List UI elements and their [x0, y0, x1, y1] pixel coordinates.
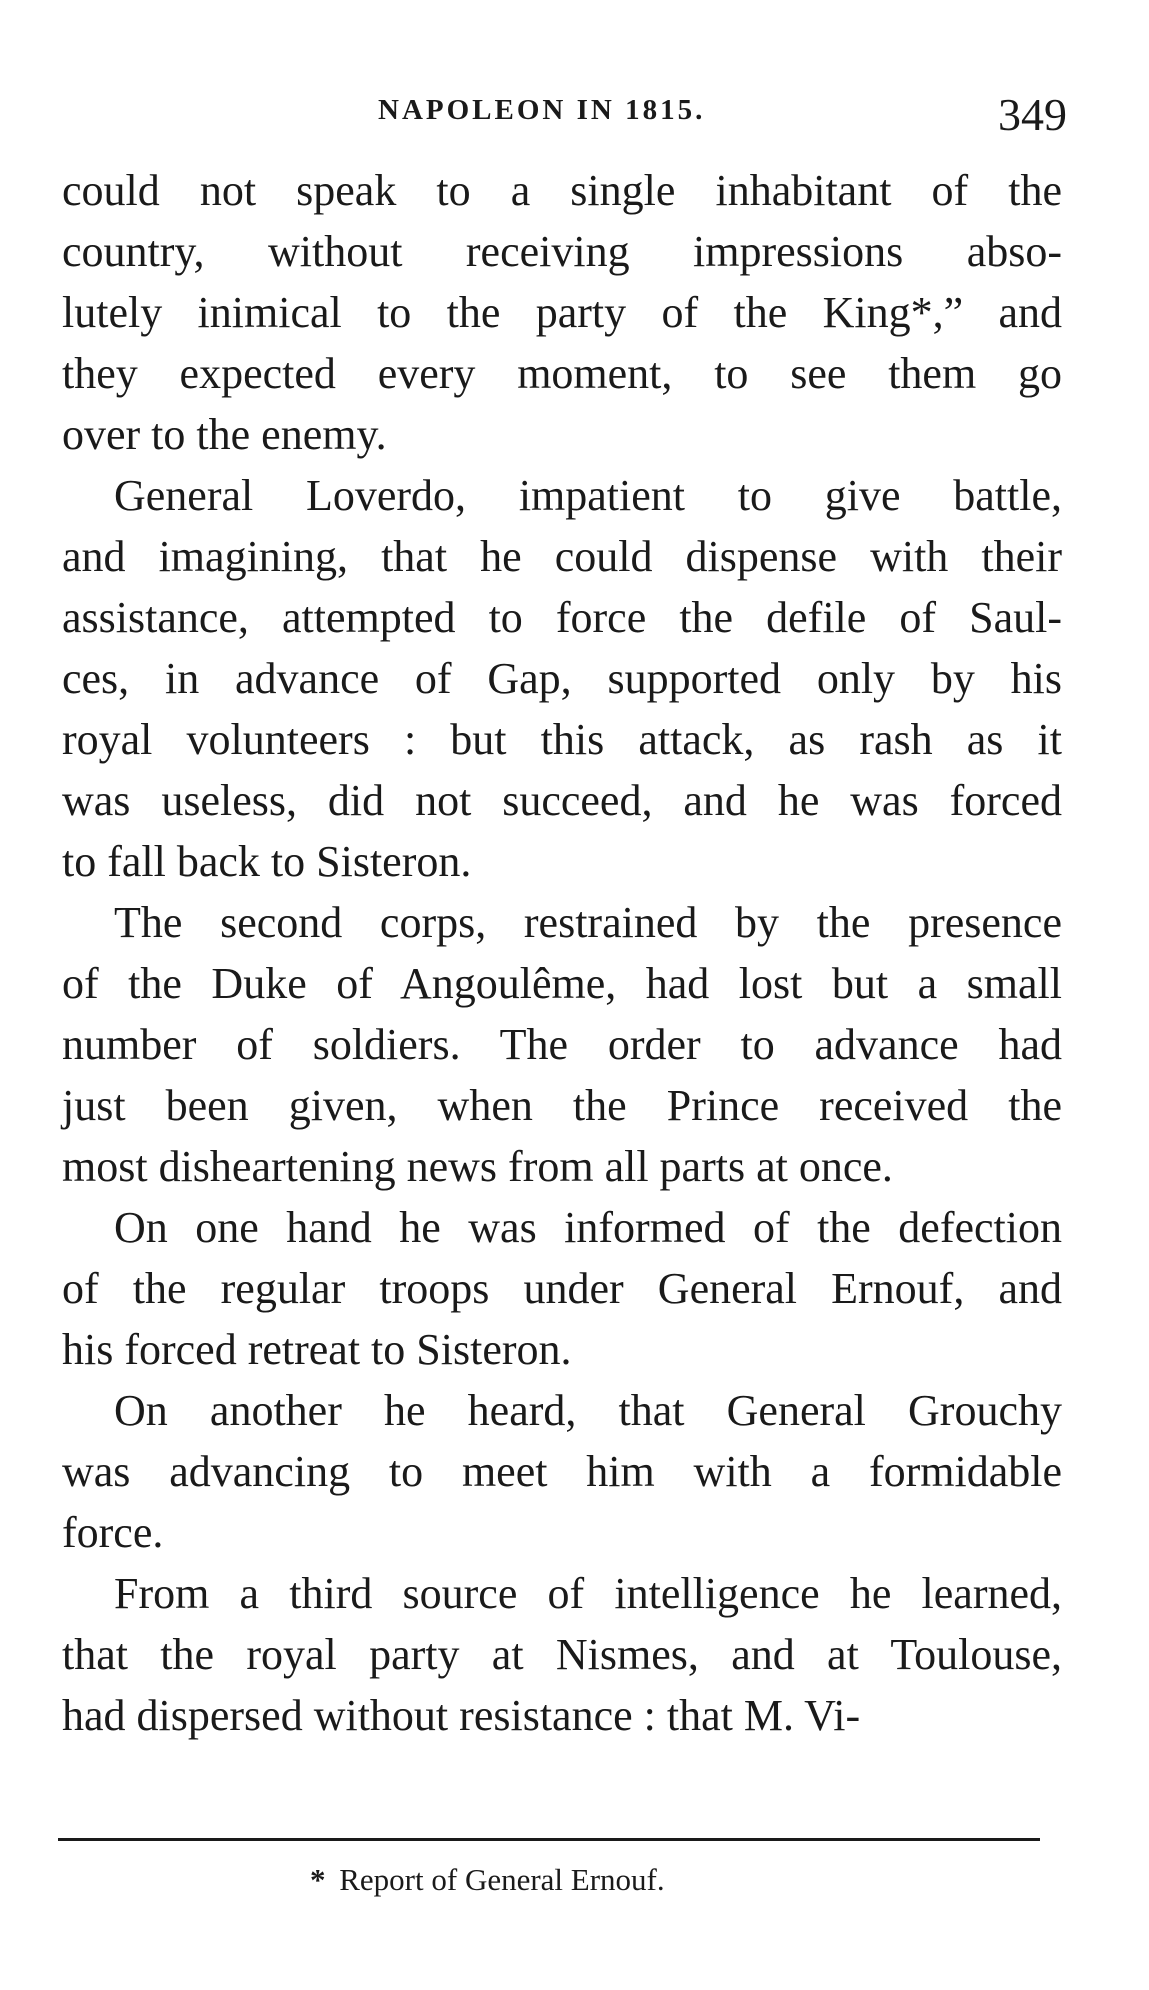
text-line: The second corps, restrained by the presence — [114, 898, 1062, 947]
paragraph — [62, 465, 1062, 892]
text-line: just been given, when the Prince received the — [62, 1081, 1062, 1130]
text-line: assistance, attempted to force the defile of Saul- — [62, 593, 1062, 642]
text-line: From a third source of intelligence he learned, — [114, 1569, 1062, 1618]
text-line: of the Duke of Angoulême, had lost but a small — [62, 959, 1062, 1008]
footnote-marker: * — [310, 1862, 326, 1897]
footnote-text: Report of General Ernouf. — [339, 1862, 665, 1897]
text-line: royal volunteers : but this attack, as rash as it — [62, 715, 1062, 764]
text-line: to fall back to Sisteron. — [62, 837, 472, 886]
page-number: 349 — [998, 89, 1067, 140]
text-line: they expected every moment, to see them go — [62, 349, 1062, 398]
text-line: ces, in advance of Gap, supported only by his — [62, 654, 1062, 703]
text-line: force. — [62, 1508, 164, 1557]
footnote — [310, 1862, 665, 1898]
paragraph — [62, 892, 1062, 1197]
paragraph — [62, 1563, 1062, 1746]
paragraph — [62, 1380, 1062, 1563]
text-line: number of soldiers. The order to advance had — [62, 1020, 1062, 1069]
text-line: and imagining, that he could dispense with their — [62, 532, 1062, 581]
text-line: lutely inimical to the party of the King*,” and — [62, 288, 1062, 337]
text-line: General Loverdo, impatient to give battle, — [114, 471, 1062, 520]
text-line: that the royal party at Nismes, and at Toulouse, — [62, 1630, 1062, 1679]
text-line: had dispersed without resistance : that M. Vi- — [62, 1691, 861, 1740]
body-text — [62, 160, 1062, 1746]
text-line: his forced retreat to Sisteron. — [62, 1325, 572, 1374]
running-title: NAPOLEON IN 1815. — [378, 94, 706, 126]
text-line: most disheartening news from all parts at once. — [62, 1142, 893, 1191]
text-line: could not speak to a single inhabitant of the — [62, 166, 1062, 215]
paragraph — [62, 160, 1062, 465]
text-line: was advancing to meet him with a formidable — [62, 1447, 1062, 1496]
text-line: country, without receiving impressions abso- — [62, 227, 1062, 276]
text-line: On one hand he was informed of the defection — [114, 1203, 1062, 1252]
running-head — [0, 88, 1149, 148]
text-line: was useless, did not succeed, and he was forced — [62, 776, 1062, 825]
paragraph — [62, 1197, 1062, 1380]
text-line: On another he heard, that General Grouchy — [114, 1386, 1062, 1435]
text-line: of the regular troops under General Ernouf, and — [62, 1264, 1062, 1313]
text-line: over to the enemy. — [62, 410, 387, 459]
footnote-rule — [58, 1838, 1040, 1841]
